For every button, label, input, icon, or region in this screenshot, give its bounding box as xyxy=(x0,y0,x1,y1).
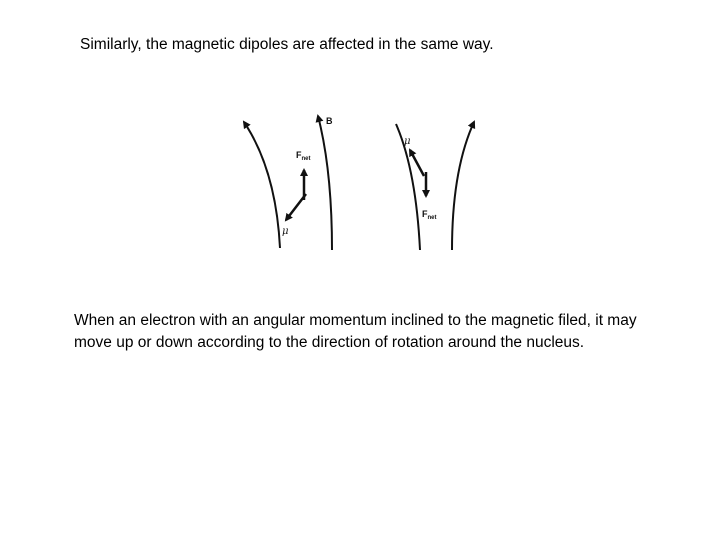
magnetic-dipole-diagram xyxy=(236,100,482,260)
moment-arrow-right xyxy=(410,150,424,176)
moment-label-left: μ xyxy=(282,226,289,237)
field-line xyxy=(244,122,280,248)
intro-text: Similarly, the magnetic dipoles are affected in the same way. xyxy=(80,36,494,53)
field-label: B xyxy=(326,116,333,126)
force-label-right: $F_{net}$ xyxy=(422,209,437,221)
force-label-left: $F_{net}$ xyxy=(296,150,311,162)
field-line xyxy=(318,116,332,250)
moment-label-right: μ xyxy=(404,136,411,147)
field-line xyxy=(452,122,474,250)
explanation-text: When an electron with an angular momentum inclined to the magnetic filed, it may move up or down according to the direction of rotation around the nucleus. xyxy=(74,312,637,351)
